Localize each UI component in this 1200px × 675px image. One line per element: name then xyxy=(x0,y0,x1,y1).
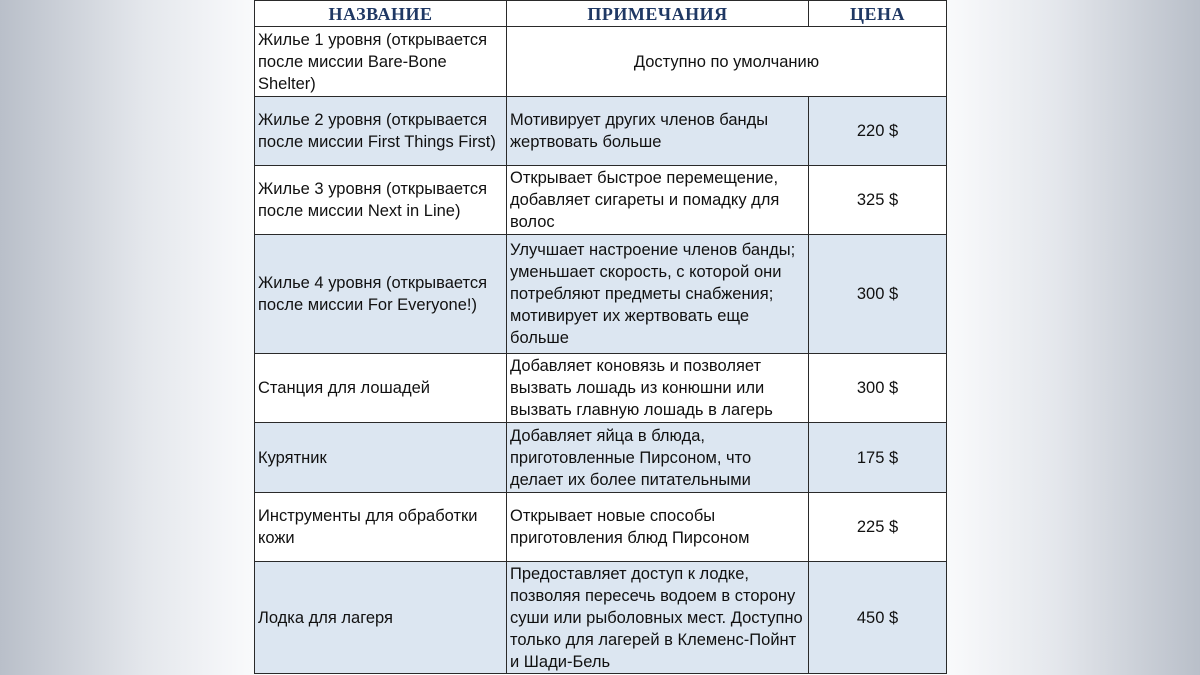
cell-price: 450 $ xyxy=(809,562,947,674)
cell-price: 225 $ xyxy=(809,493,947,562)
cell-price: 220 $ xyxy=(809,97,947,166)
table-row xyxy=(255,354,947,423)
table-row xyxy=(255,27,947,97)
header-price: ЦЕНА xyxy=(809,1,947,27)
cell-price: 325 $ xyxy=(809,166,947,235)
cell-price: 175 $ xyxy=(809,423,947,493)
header-name: НАЗВАНИЕ xyxy=(255,1,507,27)
table-row xyxy=(255,423,947,493)
cell-notes: Открывает быстрое перемещение, добавляет сигареты и помадку для волос xyxy=(507,166,809,235)
cell-notes: Открывает новые способы приготовления блюд Пирсоном xyxy=(507,493,809,562)
header-row xyxy=(255,1,947,27)
cell-name: Станция для лошадей xyxy=(255,354,507,423)
cell-notes: Улучшает настроение членов банды; уменьшает скорость, с которой они потребляют предметы снабжения; мотивирует их жертвовать еще больше xyxy=(507,235,809,354)
table-row xyxy=(255,235,947,354)
cell-notes: Доступно по умолчанию xyxy=(507,27,947,97)
table-row xyxy=(255,562,947,674)
header-notes: ПРИМЕЧАНИЯ xyxy=(507,1,809,27)
cell-notes: Мотивирует других членов банды жертвовать больше xyxy=(507,97,809,166)
cell-name: Жилье 3 уровня (открывается после миссии Next in Line) xyxy=(255,166,507,235)
cell-notes: Добавляет коновязь и позволяет вызвать лошадь из конюшни или вызвать главную лошадь в лагерь xyxy=(507,354,809,423)
camp-upgrades-table xyxy=(254,0,947,674)
cell-name: Курятник xyxy=(255,423,507,493)
cell-notes: Предоставляет доступ к лодке, позволяя пересечь водоем в сторону суши или рыболовных мест. Доступно только для лагерей в Клеменс-Пойнт и Шади-Бель xyxy=(507,562,809,674)
cell-name: Лодка для лагеря xyxy=(255,562,507,674)
cell-notes: Добавляет яйца в блюда, приготовленные Пирсоном, что делает их более питательными xyxy=(507,423,809,493)
table-row xyxy=(255,493,947,562)
cell-name: Жилье 4 уровня (открывается после миссии For Everyone!) xyxy=(255,235,507,354)
cell-name: Жилье 1 уровня (открывается после миссии Bare-Bone Shelter) xyxy=(255,27,507,97)
cell-name: Инструменты для обработки кожи xyxy=(255,493,507,562)
cell-price: 300 $ xyxy=(809,235,947,354)
cell-name: Жилье 2 уровня (открывается после миссии First Things First) xyxy=(255,97,507,166)
cell-price: 300 $ xyxy=(809,354,947,423)
table-row xyxy=(255,166,947,235)
table-row xyxy=(255,97,947,166)
